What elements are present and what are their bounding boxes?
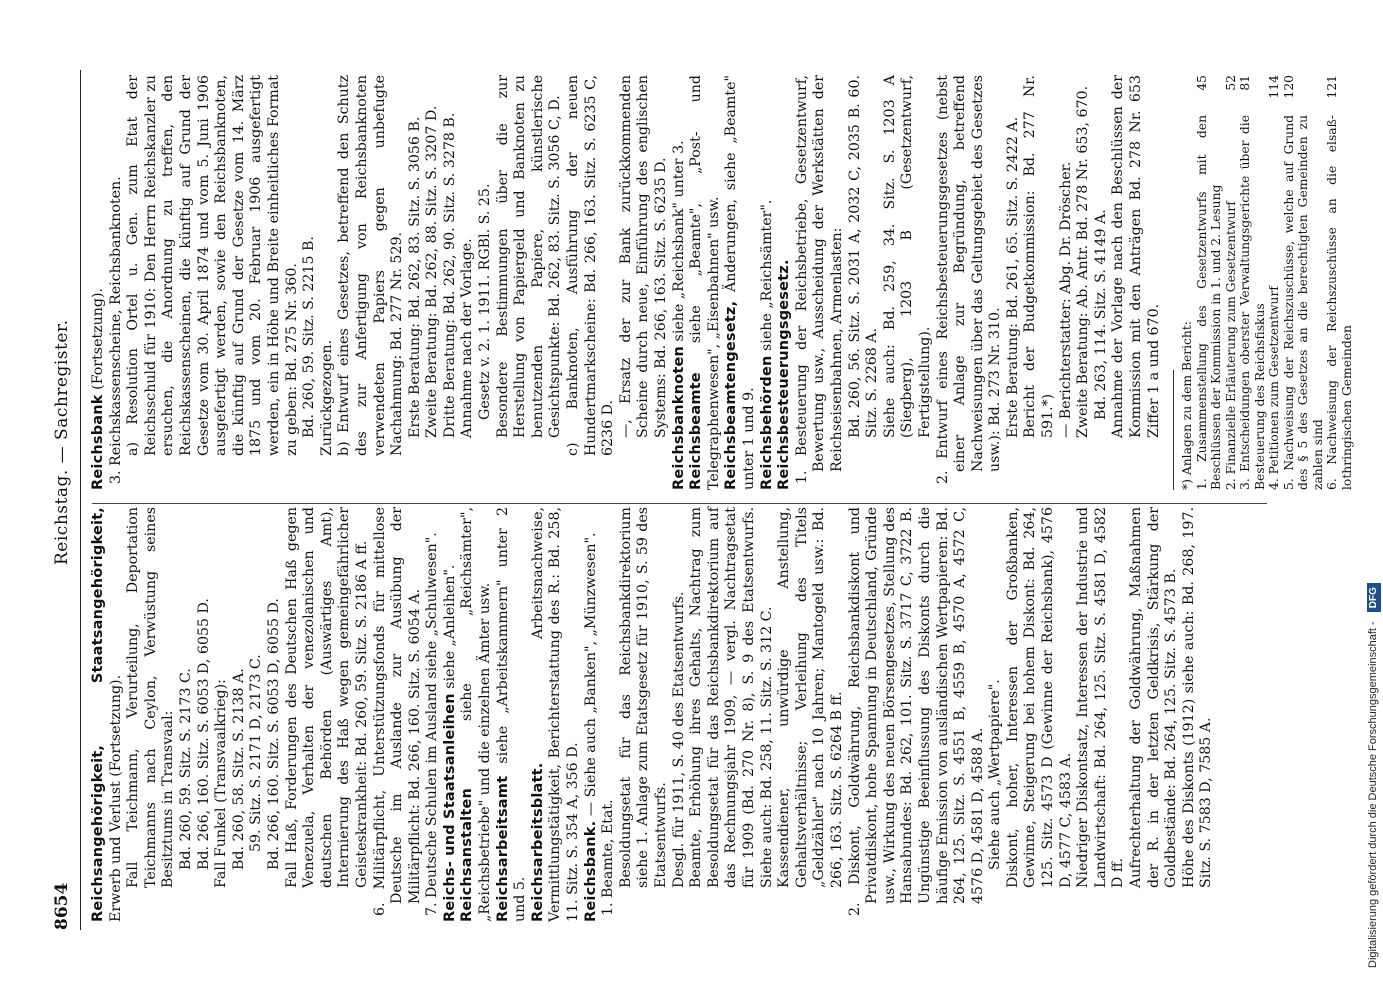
- index-subentry: [372, 507, 425, 922]
- index-entry: [459, 507, 494, 922]
- footnote-page-ref: 120: [1281, 75, 1296, 99]
- entry-text: Besondere Bestimmungen über die zur Herstellung von Papiergeld und Banknoten zu benutzenden Papiere, künstlerische Gesichtspunkte: Bd. 262, 83. Sitz. S. 3056 C, D.: [494, 75, 564, 438]
- index-entry: [759, 75, 777, 490]
- entry-text: 6. Militärpflicht, Unterstützungsfonds für mittellose Deutsche im Auslande zur Ausübung der Militärpflicht: Bd. 266, 160. Sitz. S. 6054 A.: [371, 507, 423, 916]
- index-subentry: [776, 507, 846, 922]
- entry-text: Bd. 260, 59. Sitz. S. 2173 C.: [177, 668, 194, 870]
- footnote-item: 6. Nachweisung der Reichszuschüsse an die elsaß-lothringischen Gemeinden: [1325, 115, 1354, 490]
- index-entry: [530, 507, 583, 922]
- index-subentry: [1128, 507, 1181, 922]
- index-entry: [671, 75, 689, 490]
- entry-headword: Reichs- und Staatsanleihen: [441, 693, 458, 922]
- entry-text: Niedriger Diskontsatz, Interessen der Industrie und Landwirtschaft: Bd. 264, 125. Sitz. S. 4581 D, 4582 D ff.: [1075, 507, 1127, 888]
- entry-text: Fall Haß, Forderungen des Deutschen Haß gegen Venezuela, Verhalten der venezolanischen und deutschen Behörden (Auswärtiges Amt), Internierung des Haß wegen gemeingefährlicher Geisteskrankheit: Bd. 260, 59. Sitz. S. 2186 A ff.: [283, 507, 370, 888]
- entry-text: siehe „Reichsbank" unter 3.: [670, 140, 687, 346]
- index-subentry: [671, 507, 689, 922]
- entry-text: Bd. 260, 59. Sitz. S. 2215 B.: [301, 236, 318, 438]
- entry-headword: Reichsbesteuerungsgesetz.: [776, 259, 793, 490]
- footnote-page-ref: 114: [1267, 75, 1282, 99]
- index-subentry: [1093, 75, 1111, 490]
- footnote-row: [1325, 75, 1354, 490]
- footnote-row: [1282, 75, 1326, 490]
- footnote-item: 5. Nachweisung der Reichszuschüsse, welche auf Grund des § 5 des Gesetzes an die berechtigten Gemeinden zu zahlen sind: [1281, 115, 1325, 490]
- entry-text: Annahme der Vorlage nach den Beschlüssen der Kommission mit den Anträgen Bd. 278 Nr. 653 Ziffer 1 a und 670.: [1110, 75, 1162, 438]
- column-divider: [92, 503, 1267, 504]
- entry-text: Beamte, Erhöhung ihres Gehalts, Nachtrag zum Besoldungsetat für das Reichsbankdirektorium auf das Rechnungsjahr 1909, — vergl. Nachtragsetat für 1909 (Bd. 270 Nr. 8), S. 9 des Etatsentwurfs. Siehe auch: Bd. 258, 11. Sitz. S. 312 C.: [688, 507, 775, 888]
- index-subentry: [301, 75, 319, 490]
- entry-text: Fall Teichmann, Verurteilung, Deportation Teichmanns nach Ceylon, Verwüstung seines Besitztums in Transvaal:: [125, 507, 177, 888]
- entry-text: — Berichterstatter: Abg. Dr. Dröscher.: [1057, 161, 1074, 438]
- index-subentry: [1075, 507, 1128, 922]
- entry-text: Zweite Beratung: Ab. Antr. Bd. 278 Nr. 653, 670.: [1075, 85, 1092, 438]
- entry-headword: Reichsbank.: [582, 820, 599, 922]
- footnote: [1180, 75, 1354, 490]
- entry-text: Siehe auch „Wertpapiere".: [987, 679, 1004, 870]
- credit-text: Digitalisierung gefördert durch die Deutsche Forschungsgemeinschaft -: [1367, 621, 1379, 968]
- entry-text: Bd. 260, 56. Sitz. S. 2031 A, 2032 C, 2035 B. 60. Sitz. S. 2268 A.: [846, 75, 881, 438]
- entry-text: Besoldungsetat für das Reichsbankdirektorium siehe 1. Anlage zum Etatsgesetz für 1910, S. 59 des Etatsentwurfs.: [617, 507, 669, 888]
- footnote-item: 4. Petitionen zum Gesetzentwurf: [1267, 286, 1282, 490]
- index-subentry: [495, 75, 565, 490]
- entry-headword: Reichsbank: [90, 394, 106, 490]
- index-subentry: [1075, 75, 1093, 490]
- index-subentry: [459, 75, 477, 490]
- entry-text: 59. Sitz. S. 2171 D, 2173 C.: [248, 654, 265, 852]
- index-subentry: [108, 75, 126, 490]
- entry-text: — Siehe auch „Banken", „Münzwesen".: [582, 532, 599, 821]
- entry-headword: Reichsbanknoten: [670, 345, 687, 490]
- index-subentry: [284, 507, 372, 922]
- index-subentry: [248, 507, 266, 922]
- index-subentry: [935, 75, 1005, 490]
- index-subentry: [442, 75, 460, 490]
- index-subentry: [794, 75, 847, 490]
- entry-text: 2. Entwurf eines Reichsbesteuerungsgesetzes (nebst einer Anlage zur Begründung, betreffend Nachweisungen über das Geltungsgebiet des Gesetzes usw.): Bd. 273 Nr. 310.: [934, 75, 1004, 484]
- entry-text: 7. Deutsche Schulen im Ausland siehe „Schulwesen".: [424, 532, 441, 916]
- entry-text: Bd. 260, 58. Sitz. S. 2138 A.: [230, 668, 247, 870]
- entry-text: Änderungen, siehe „Beamte" unter 1 und 9.: [723, 75, 757, 490]
- entry-text: Diskont, hoher, Interessen der Großbanken, Gewinne, Steigerung bei hohem Diskont: Bd. 264, 125. Sitz. 4573 D (Gewinne der Reichsbank), 4576 D, 4577 C, 4583 A.: [1004, 507, 1074, 888]
- entry-text: 1. Besteuerung der Reichsbetriebe, Gesetzentwurf, Bewertung usw., Ausscheidung der Werkstätten der Reichseisenbahnen, Armenlasten:: [793, 75, 845, 484]
- footnote-item: 1. Zusammenstellung des Gesetzentwurfs mit den Beschlüssen der Kommission in 1. und 2. Lesung: [1194, 115, 1224, 490]
- index-entry: [90, 507, 125, 922]
- footnote-page-ref: 121: [1325, 75, 1340, 99]
- entry-text: Annahme nach der Vorlage.: [459, 238, 476, 438]
- index-subentry: [882, 75, 935, 490]
- entry-text: Höhe des Diskonts (1912) siehe auch: Bd. 268, 197. Sitz. S. 7583 D, 7585 A.: [1180, 507, 1215, 888]
- entry-text: Bd. 266, 160. Sitz. S. 6053 D, 6055 D.: [265, 598, 282, 870]
- entry-text: b) Entwurf eines Gesetzes, betreffend den Schutz des zur Anfertigung von Reichsbanknoten verwendeten Papiers gegen unbefugte Nachahmung: Bd. 277 Nr. 529.: [336, 75, 406, 456]
- index-subentry: [336, 75, 406, 490]
- left-column: [90, 507, 1270, 922]
- entry-text: Zweite Beratung: Bd. 262, 88. Sitz. S. 3207 D.: [424, 105, 441, 438]
- entry-text: Erwerb und Verlust (Fortsetzung).: [107, 674, 124, 922]
- entry-text: siehe „Reichsämter", „Reichsbetriebe" und die einzelnen Ämter usw.: [459, 507, 494, 922]
- index-subentry: [424, 75, 442, 490]
- index-entry: [583, 507, 601, 922]
- footnote-page-ref: 81: [1238, 75, 1253, 91]
- footnote-row: [1238, 75, 1267, 490]
- entry-text: Zurückgezogen.: [318, 339, 335, 456]
- entry-text: c) Banknoten, Ausführung der neuen Hundertmarkscheine: Bd. 266, 163. Sitz. S. 6235 C, 6236 D.: [565, 75, 617, 456]
- dfg-logo: DFG: [1367, 583, 1381, 612]
- footnote-page-ref: 52: [1223, 75, 1238, 91]
- index-subentry: [1181, 507, 1216, 922]
- index-subentry: [1005, 507, 1075, 922]
- index-subentry: [1110, 75, 1163, 490]
- entry-headword: Reichsbeamtengesetz,: [723, 300, 740, 490]
- entry-text: Bd. 266, 160. Sitz. S. 6053 D, 6055 D.: [195, 598, 212, 870]
- footnote-intro: *) Anlagen zu dem Bericht:: [1180, 321, 1195, 490]
- footnote-item: 2. Finanzielle Erläuterung zum Gesetzentwurf: [1223, 201, 1238, 490]
- footnote-item: 3. Entscheidungen oberster Verwaltungsgerichte über die Besteuerung des Reichsfiskus: [1238, 115, 1267, 490]
- index-entry: [90, 75, 108, 490]
- entry-text: Bericht der Budgetkommission: Bd. 277 Nr. 591.*): [1022, 75, 1057, 438]
- entry-text: Aufrechterhaltung der Goldwährung, Maßnahmen der R. in der letzten Geldkrisis, Stärkung der Goldbestände: Bd. 264, 125. Sitz. S. 4573 B.: [1128, 507, 1180, 888]
- entry-text: Fall Funkel (Transvaalkrieg):: [213, 679, 230, 888]
- entry-text: —, Ersatz der zur Bank zurückkommenden Scheine durch neue, Einführung des englischen Systems: Bd. 266, 163. Sitz. S. 6235 D.: [617, 75, 669, 438]
- entry-text: Bd. 263, 114. Sitz. S. 4149 A.: [1092, 209, 1109, 420]
- entry-text: Dritte Beratung: Bd. 262, 90. Sitz. S. 3278 B.: [441, 112, 458, 438]
- page-header: [52, 70, 76, 930]
- index-subentry: [213, 507, 231, 922]
- entry-text: siehe „Beamte", „Post- und Telegraphenwesen", „Eisenbahnen" usw.: [688, 75, 722, 490]
- entry-text: Gesetz v. 2. 1. 1911. RGBl. S. 25.: [477, 183, 494, 420]
- entry-text: Kassendiener, unwürdige Anstellung, Gehaltsverhältnisse; Verleihung des Titels „Geldzähler" nach 10 Jahren; Mantogeld usw.: Bd. 266, 163. Sitz. S. 6264 B ff.: [776, 507, 845, 888]
- index-subentry: [618, 75, 671, 490]
- index-subentry: [266, 507, 284, 922]
- index-subentry: [565, 75, 618, 490]
- index-subentry: [231, 507, 249, 922]
- entry-text: 2. Diskont, Goldwährung, Reichsbankdiskont und Privatdiskont, hohe Spannung in Deutschland, Gründe usw., Wirkung des neuen Börsengesetzes, Stellung des Hansabundes: Bd. 262, 101. Sitz. S. 3717 C, 3722 B. Ungünstige Beeinflussung des Diskonts durch die häufige Emission von ausländischen Wertpapieren: Bd. 264, 125. Sitz. S. 4551 B, 4559 B, 4570 A, 4572 C, 4576 D, 4581 D, 4588 A.: [846, 507, 986, 916]
- index-subentry: [600, 507, 618, 922]
- index-subentry: [1022, 75, 1057, 490]
- entry-text: a) Resolution Ortel u. Gen. zum Etat der Reichsschuld für 1910: Den Herrn Reichskanzler zu ersuchen, die Anordnung zu treffen, den Reichskassenscheinen, die künftig auf Grund der Gesetze vom 30. April 1874 und vom 5. Juni 1906 ausgefertigt werden, sowie den Reichsbanknoten, die künftig auf Grund der Gesetze vom 14. März 1875 und vom 20. Februar 1906 ausgefertigt werden, ein in Höhe und Breite einheitliches Format zu geben: Bd. 275 Nr. 360.: [125, 75, 300, 456]
- entry-text: Desgl. für 1911, S. 40 des Etatsentwurfs.: [670, 591, 687, 888]
- index-entry: [442, 507, 460, 922]
- entry-text: siehe „Anleihen".: [441, 564, 458, 694]
- page-number: 8654: [52, 882, 72, 930]
- entry-text: siehe „Arbeitskammern" unter 2 und 5.: [494, 507, 529, 922]
- index-entry: [495, 507, 530, 922]
- header-rule: [80, 70, 81, 930]
- index-subentry: [125, 507, 178, 922]
- entry-text: (Fortsetzung).: [90, 287, 106, 395]
- index-entry: [688, 75, 723, 490]
- index-entry: [776, 75, 794, 490]
- entry-text: Erste Beratung: Bd. 261, 65. Sitz. S. 2422 A.: [1004, 116, 1021, 438]
- index-subentry: [987, 507, 1005, 922]
- index-subentry: [125, 75, 301, 490]
- index-subentry: [319, 75, 337, 490]
- right-column: [90, 75, 1354, 490]
- entry-headword: Reichsbehörden: [758, 355, 775, 490]
- entry-text: Erste Beratung: Bd. 262, 83. Sitz. S. 3056 B.: [406, 116, 423, 438]
- entry-headword: Reichsarbeitsamt: [494, 775, 511, 922]
- digitization-credit: [1365, 38, 1381, 968]
- footnote-page-ref: 45: [1194, 75, 1209, 91]
- footnote-row: [1267, 75, 1282, 490]
- index-subentry: [424, 507, 442, 922]
- page-title: Reichstag. — Sachregister.: [52, 319, 72, 565]
- entry-headword: Reichsangehörigkeit, Staatsangehörigkeit,: [90, 507, 106, 922]
- index-subentry: [1005, 75, 1023, 490]
- footnote-row: [1224, 75, 1239, 490]
- index-subentry: [847, 507, 988, 922]
- entry-text: 3. Reichskassenscheine, Reichsbanknoten.: [107, 176, 124, 484]
- entry-headword: Reichsarbeitsblatt.: [529, 762, 546, 922]
- index-subentry: [1058, 75, 1076, 490]
- index-subentry: [178, 507, 196, 922]
- index-subentry: [477, 75, 495, 490]
- index-subentry: [847, 75, 882, 490]
- index-subentry: [618, 507, 671, 922]
- index-subentry: [688, 507, 776, 922]
- footnote-row: [1195, 75, 1224, 490]
- entry-headword: Reichsbeamte: [688, 372, 705, 490]
- entry-text: 1. Beamte, Etat.: [600, 799, 617, 916]
- entry-text: Arbeitsnachweise, Vermittlungstätigkeit, Berichterstattung des R.: Bd. 258, 11. Sitz. S. 354 A, 356 D.: [529, 507, 582, 922]
- index-entry: [723, 75, 758, 490]
- index-subentry: [196, 507, 214, 922]
- index-subentry: [407, 75, 425, 490]
- entry-headword: Reichsanstalten: [459, 787, 476, 922]
- entry-text: Siehe auch: Bd. 259, 34. Sitz. S. 1203 A (Siegberg), 1203 B (Gesetzentwurf, Fertigstellung).: [881, 75, 933, 438]
- entry-text: siehe „Reichsämter".: [758, 199, 775, 356]
- footnote-rule: [1173, 370, 1174, 490]
